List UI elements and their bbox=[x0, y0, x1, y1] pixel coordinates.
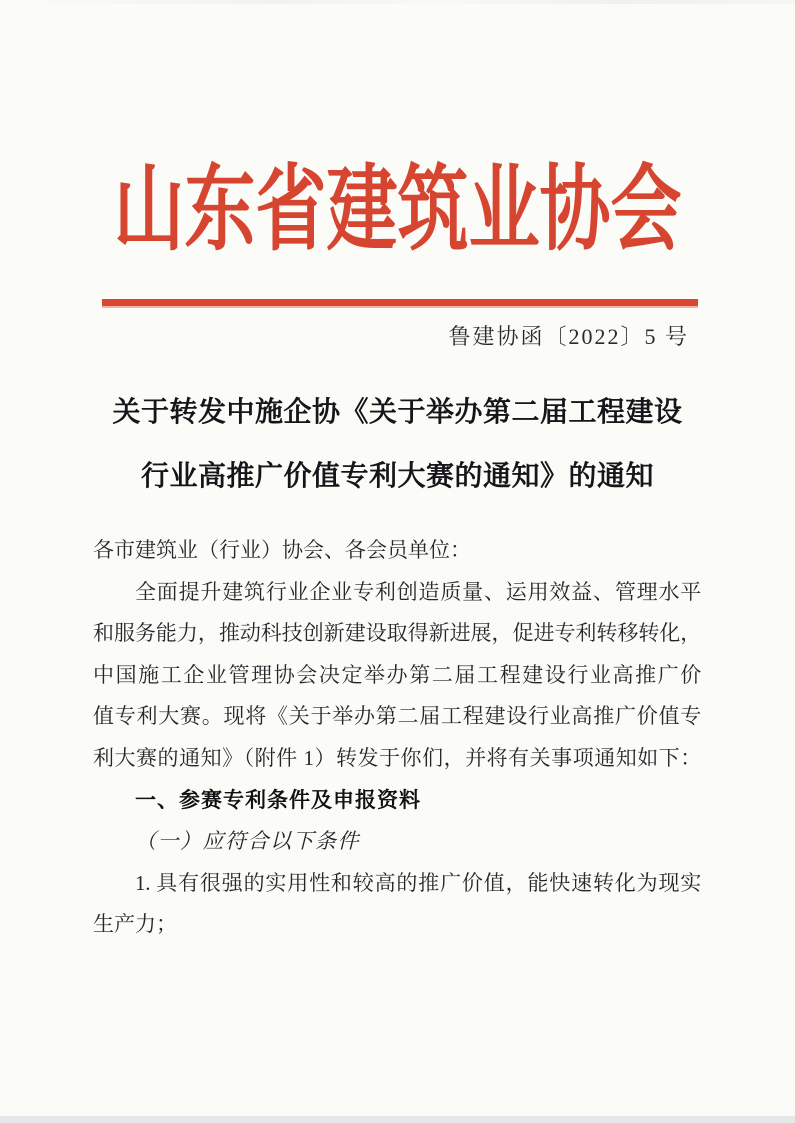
body-line-salutation: 各市建筑业（行业）协会、各会员单位： bbox=[93, 538, 471, 562]
body-subsection-heading: （一）应符合以下条件 bbox=[135, 829, 360, 854]
body-line: 值专利大赛。现将《关于举办第二届工程建设行业高推广价值专 bbox=[93, 704, 701, 729]
body-line: 和服务能力，推动科技创新建设取得新进展，促进专利转移转化， bbox=[93, 621, 701, 646]
body-line: 利大赛的通知》（附件 1）转发于你们，并将有关事项通知如下： bbox=[93, 745, 701, 770]
body-line: 生产力； bbox=[93, 912, 177, 937]
document-title-line-1: 关于转发中施企协《关于举办第二届工程建设 bbox=[112, 397, 683, 428]
body-line: 1. 具有很强的实用性和较高的推广价值，能快速转化为现实 bbox=[135, 870, 701, 895]
document-title-line-2: 行业高推广价值专利大赛的通知》的通知 bbox=[140, 461, 654, 492]
body-line: 全面提升建筑行业企业专利创造质量、运用效益、管理水平 bbox=[135, 579, 701, 604]
letterhead-org-name: 山东省建筑业协会 bbox=[113, 159, 682, 263]
scan-noise-edge bbox=[0, 0, 795, 4]
document-body bbox=[93, 530, 701, 946]
document-number: 鲁建协函〔2022〕5 号 bbox=[448, 324, 689, 349]
body-line: 中国施工企业管理协会决定举办第二届工程建设行业高推广价 bbox=[93, 662, 701, 687]
document-title bbox=[0, 381, 795, 509]
letterhead-red-rule bbox=[102, 299, 698, 308]
scan-edge-bottom bbox=[0, 1116, 795, 1123]
body-section-heading: 一、参赛专利条件及申报资料 bbox=[135, 788, 421, 812]
